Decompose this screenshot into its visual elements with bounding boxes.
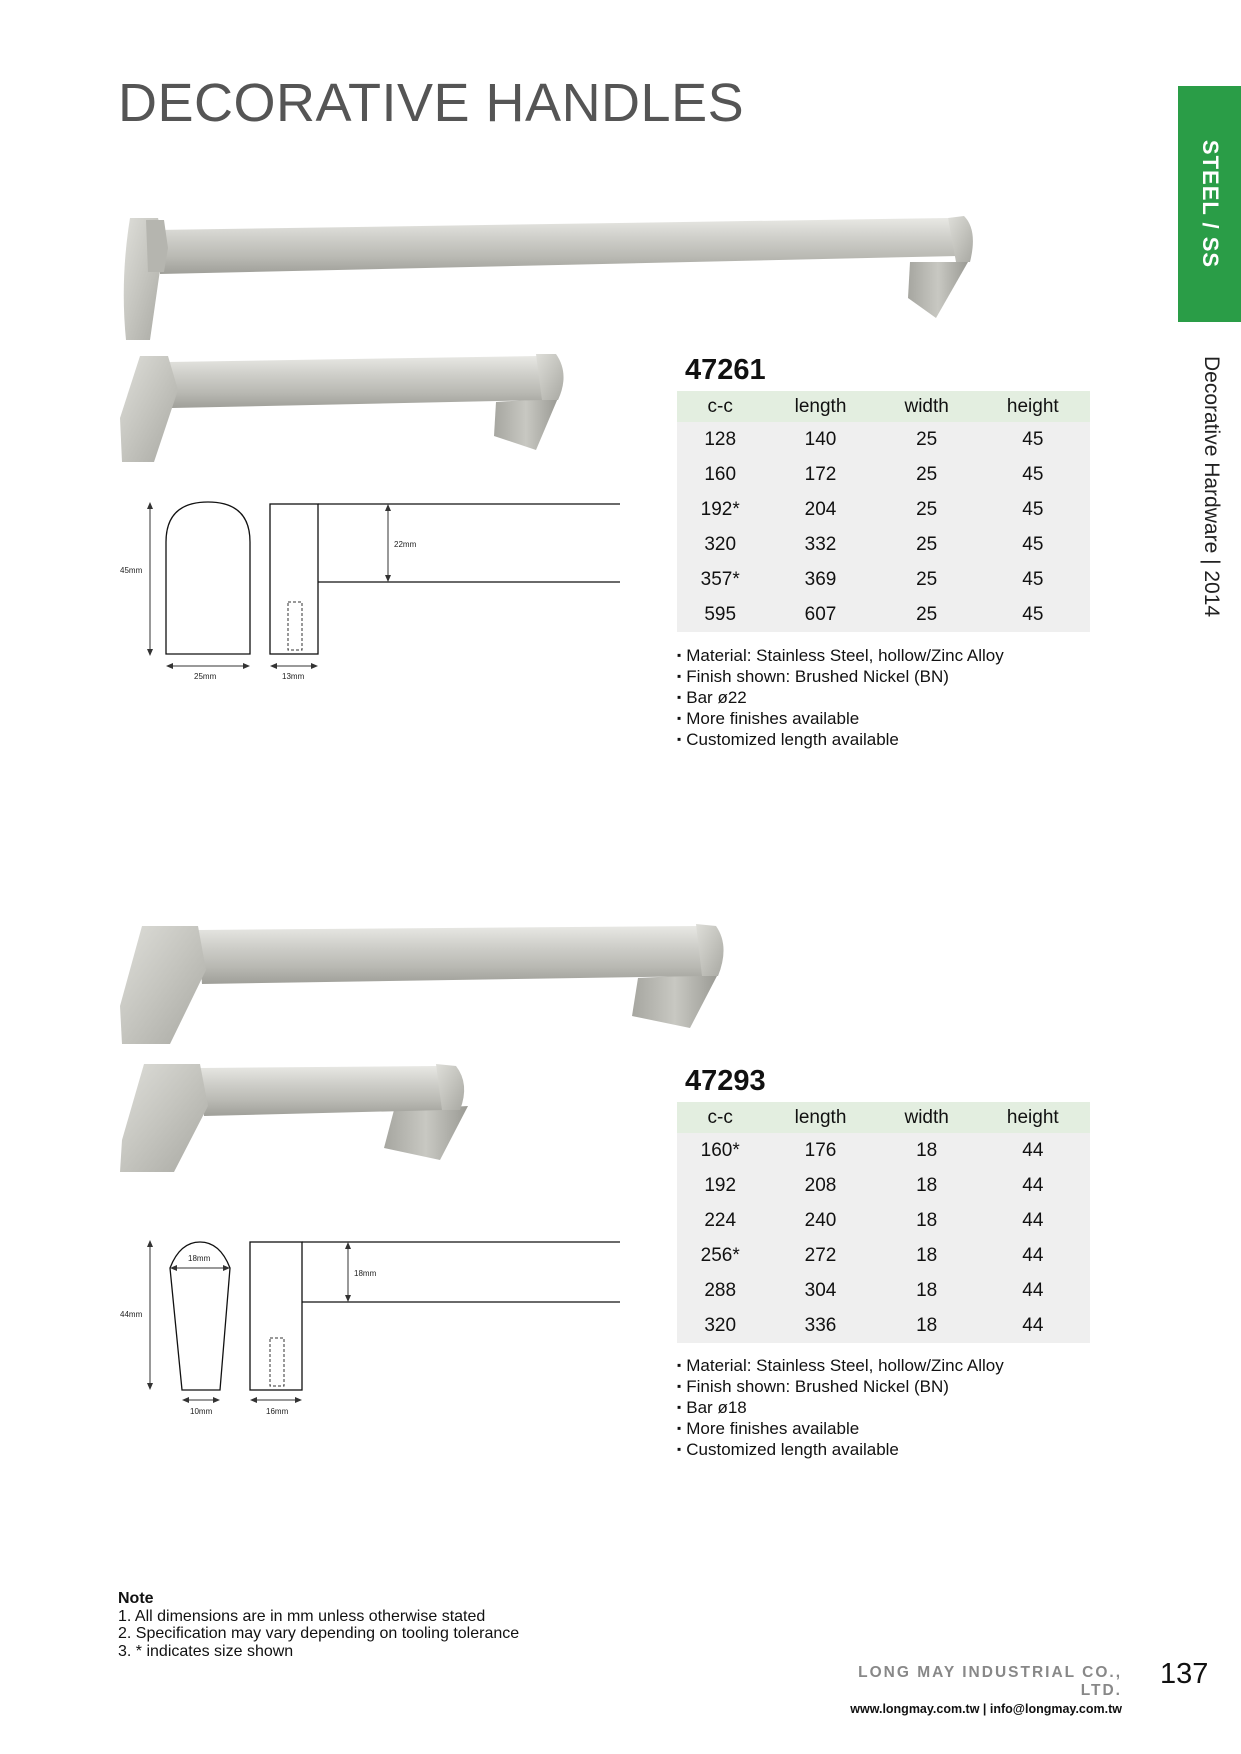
side-caption-text: Decorative Hardware | 2014 [1200,356,1223,618]
cell: 160* [700,1139,740,1161]
cell: 44 [1022,1314,1044,1336]
cell: 176 [804,1139,837,1161]
dim-bar-label: 22mm [394,540,417,549]
table-row [677,1203,1090,1238]
cell: 45 [1022,498,1044,520]
cell: 336 [804,1314,837,1336]
cell: 45 [1022,463,1044,485]
cell: 45 [1022,568,1044,590]
cell: 332 [804,533,837,555]
dim-top-label: 18mm [188,1254,211,1263]
table-row [677,457,1090,492]
cell: 18 [916,1279,938,1301]
table-row [677,1168,1090,1203]
cell: 25 [916,428,938,450]
list-item: ▪ Material: Stainless Steel, hollow/Zinc Alloy [677,646,1004,667]
dim-width-label: 25mm [194,672,217,681]
handle-photo-long [118,920,728,1050]
table-header-row [677,1102,1090,1133]
table-row [677,527,1090,562]
table-row [677,1308,1090,1343]
cell: 224 [704,1209,737,1231]
cell: 44 [1022,1174,1044,1196]
table-row [677,1133,1090,1168]
cell: 192* [700,498,740,520]
product-code-47261: 47261 [685,354,766,386]
column-header: c-c [677,391,763,422]
cell: 44 [1022,1279,1044,1301]
cell: 160 [704,463,737,485]
feature-list-47293 [677,1356,1004,1461]
cell: 18 [916,1174,938,1196]
handle-photo-long [118,210,978,345]
list-item: ▪ Customized length available [677,730,1004,751]
table-header-row [677,391,1090,422]
cell: 240 [804,1209,837,1231]
cell: 44 [1022,1244,1044,1266]
cell: 25 [916,568,938,590]
spec-table-47261 [677,391,1090,632]
cell: 304 [804,1279,837,1301]
notes [118,1590,519,1660]
cell: 320 [704,1314,737,1336]
cell: 256* [700,1244,740,1266]
list-item: ▪ Bar ø22 [677,688,1004,709]
column-header: length [763,391,877,422]
cell: 288 [704,1279,737,1301]
list-item: ▪ Finish shown: Brushed Nickel (BN) [677,667,1004,688]
cell: 25 [916,463,938,485]
table-row [677,422,1090,457]
cell: 44 [1022,1209,1044,1231]
cell: 595 [704,603,737,625]
cell: 18 [916,1139,938,1161]
table-row [677,562,1090,597]
cell: 172 [804,463,837,485]
technical-drawing-47261 [112,494,632,684]
note-item: 1. All dimensions are in mm unless otherwise stated [118,1607,486,1625]
spec-table-47293 [677,1102,1090,1343]
dim-depth-label: 13mm [282,672,305,681]
note-item: 2. Specification may vary depending on tooling tolerance [118,1625,520,1642]
company-name: LONG MAY INDUSTRIAL CO., LTD. [858,1664,1122,1699]
column-header: height [976,1102,1090,1133]
cell: 357* [700,568,740,590]
dim-height-label: 44mm [120,1310,143,1319]
handle-photo-short [118,350,568,465]
list-item: ▪ Material: Stainless Steel, hollow/Zinc Alloy [677,1356,1004,1377]
column-header: width [878,1102,976,1133]
cell: 45 [1022,428,1044,450]
list-item: ▪ Finish shown: Brushed Nickel (BN) [677,1377,1004,1398]
cell: 208 [804,1174,837,1196]
handle-photo-short [118,1060,478,1175]
list-item: ▪ Customized length available [677,1440,1004,1461]
table-row [677,1273,1090,1308]
table-row [677,492,1090,527]
company-info [826,1664,1122,1716]
cell: 18 [916,1209,938,1231]
cell: 25 [916,533,938,555]
note-item: 3. * indicates size shown [118,1642,294,1660]
cell: 18 [916,1244,938,1266]
cell: 607 [804,603,837,625]
cell: 44 [1022,1139,1044,1161]
cell: 369 [804,568,837,590]
notes-title: Note [118,1590,154,1607]
table-row [677,597,1090,632]
table-row [677,1238,1090,1273]
cell: 320 [704,533,737,555]
column-header: height [976,391,1090,422]
list-item: ▪ More finishes available [677,709,1004,730]
cell: 45 [1022,533,1044,555]
column-header: c-c [677,1102,763,1133]
side-caption [1198,356,1228,616]
cell: 18 [916,1314,938,1336]
column-header: width [878,391,976,422]
cell: 25 [916,603,938,625]
side-tab [1178,86,1241,322]
page-number: 137 [1160,1658,1209,1690]
list-item: ▪ More finishes available [677,1419,1004,1440]
cell: 25 [916,498,938,520]
list-item: ▪ Bar ø18 [677,1398,1004,1419]
product-code-47293: 47293 [685,1065,766,1097]
cell: 45 [1022,603,1044,625]
cell: 128 [704,428,737,450]
cell: 140 [804,428,837,450]
column-header: length [763,1102,877,1133]
cell: 192 [704,1174,737,1196]
dim-bottom-label: 10mm [190,1407,213,1416]
cell: 272 [804,1244,837,1266]
dim-height-label: 45mm [120,566,143,575]
page-title: DECORATIVE HANDLES [118,73,745,133]
feature-list-47261 [677,646,1004,751]
cell: 204 [804,498,837,520]
company-contact: www.longmay.com.tw | info@longmay.com.tw [850,1702,1122,1716]
technical-drawing-47293 [112,1232,632,1422]
dim-depth-label: 16mm [266,1407,289,1416]
dim-bar-label: 18mm [354,1269,377,1278]
side-tab-label: STEEL / SS [1197,139,1223,269]
